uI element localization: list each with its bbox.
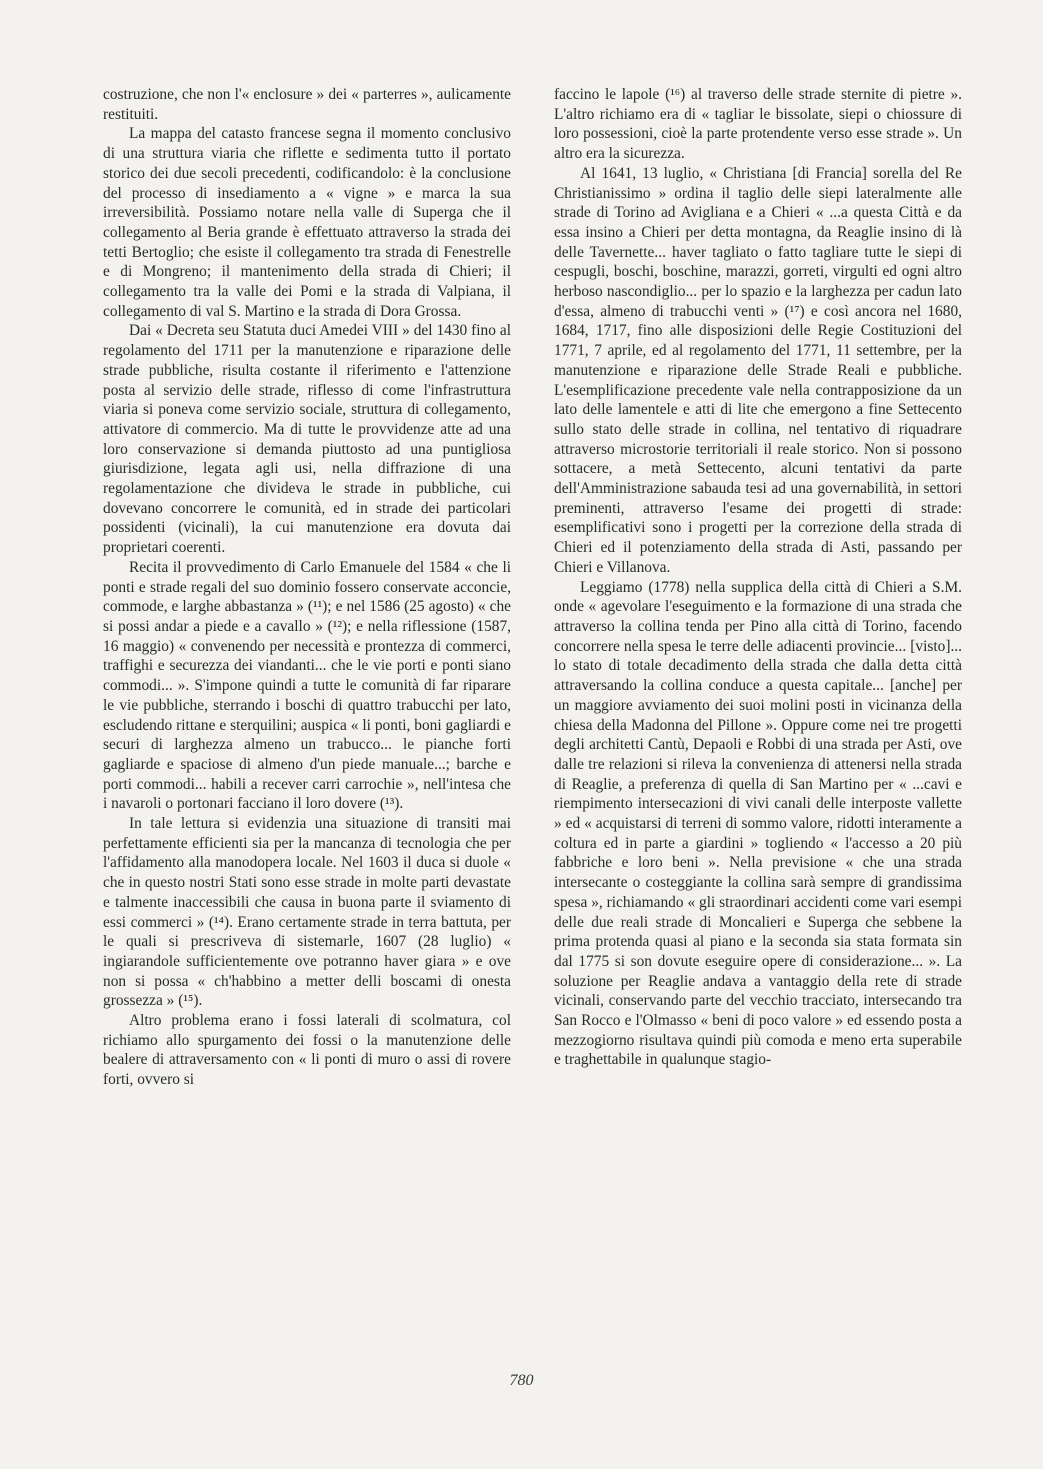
paragraph: In tale lettura si evidenzia una situazione di transiti mai perfettamente efficienti sia per la mancanza di tecnologia che per l'affidamento alla manodopera locale. Nel 1603 il duca si duole « che in questo nostri Stati sono esse strade in molte parti devastate e talmente inaccessibili che causa in buona parte il sviamento di essi commerci » (¹⁴). Erano certamente strade in terra battuta, per le quali si prescriveva di sistemarle, 1607 (28 luglio) « ingiarandole sufficientemente ove potranno haver giara » e ove non si possa « ch'habbino a metter delli boscami di onesta grossezza » (¹⁵). [103, 815, 511, 1010]
paragraph: Leggiamo (1778) nella supplica della città di Chieri a S.M. onde « agevolare l'eseguimento e la formazione di una strada che attraverso la collina tenda per Pino alla città di Torino, facendo concorrere nella spesa le terre delle adiacenti provincie... [visto]... lo stato di totale decadimento della strada che dalla detta città attraversando la collina conduce a questa capitale... [anche] per un maggiore avviamento dei suoi molini posti in vicinanza della chiesa della Madonna del Pillone ». Oppure come nei tre progetti degli architetti Cantù, Depaoli e Robbi di una strada per Asti, ove dalle tre relazioni si rileva la convenienza di attenersi nella strada di Reaglie, a preferenza di quella di San Martino per « ...cavi e riempimento intersecazioni di vivi canali delle interposte vallette » ed « acquistarsi di terreni di sommo valore, ridotti interamente a coltura ed in parte a giardini » togliendo « l'accesso a 20 più fabbriche e loro beni ». Nella previsione « che una strada intersecante o costeggiante la collina sarà sempre di grandissima spesa », richiamando « gli straordinari accidenti come vari esempi delle due reali strade di Moncalieri e Superga che sebbene la prima protenda quasi al piano e la seconda sia stata formata sin dal 1775 si son dovute eseguire opere di considerazione... ». La soluzione per Reaglie andava a vantaggio della rete di strade vicinali, conservando parte del vecchio tracciato, intersecando tra San Rocco e l'Olmasso « beni di poco valore » ed essendo posta a mezzogiorno risultava quindi più comoda e meno erta superabile e traghettabile in qualunque stagio- [554, 578, 962, 1069]
paragraph: La mappa del catasto francese segna il momento conclusivo di una struttura viaria che riflette e sedimenta tutto il portato storico dei due secoli precedenti, codificandolo: è la conclusione del processo di insediamento a « vigne » e marca la sua irreversibilità. Possiamo notare nella valle di Superga che il collegamento al Beria grande è effettuato attraverso la strada dei tetti Bertoglio; che esiste il collegamento tra strada di Fenestrelle e di Mongreno; il mantenimento della strada di Chieri; il collegamento tra la valle dei Pomi e la strada di Valpiana, il collegamento di val S. Martino e la strada di Dora Grossa. [103, 125, 511, 320]
paragraph: Altro problema erano i fossi laterali di scolmatura, col richiamo allo spurgamento dei fossi o la manutenzione delle bealere di attraversamento con « li ponti di muro o assi di rovere forti, ovvero si [103, 1012, 511, 1089]
paragraph: costruzione, che non l'« enclosure » dei « parterres », aulicamente restituiti. [103, 86, 511, 123]
paragraph: Dai « Decreta seu Statuta duci Amedei VIII » del 1430 fino al regolamento del 1711 per la manutenzione e riparazione delle strade pubbliche, risulta costante il riferimento e l'attenzione posta al servizio delle strade, riflesso di come l'infrastruttura viaria si poneva come servizio sociale, struttura di collegamento, attivatore di commercio. Ma di tutte le provvidenze atte ad una loro conservazione si demanda piuttosto ad una puntigliosa giurisdizione, legata agli usi, nella diffrazione di una regolamentazione che divideva le strade in pubbliche, cui dovevano concorrere le comunità, ed in strade dei particolari possidenti (vicinali), la cui manutenzione era dovuta dai proprietari coerenti. [103, 322, 511, 557]
right-text-column [554, 85, 962, 1070]
paragraph: faccino le lapole (¹⁶) al traverso delle strade sternite di pietre ». L'altro richiamo era di « tagliar le bissolate, siepi o chiossure di loro possessioni, cioè la parte protendente verso esse strade ». Un altro era la sicurezza. [554, 86, 962, 163]
page-number: 780 [509, 1372, 534, 1389]
paragraph: Al 1641, 13 luglio, « Christiana [di Francia] sorella del Re Christianissimo » ordina il taglio delle siepi lateralmente alle strade di Torino ad Avigliana e a Chieri « ...a questa Città e da essa insino a Chieri per detta montagna, da Reaglie insino di là delle Tavernette... haver tagliato o fatto tagliare tutte le siepi di cespugli, boschi, boschine, marazzi, gorreti, virgulti ed ogni altro herboso nascondiglio... per lo spazio e la larghezza per cadun lato d'essa, almeno di trabucchi venti » (¹⁷) e così ancora nel 1680, 1684, 1717, fino alle disposizioni delle Regie Costituzioni del 1771, 7 aprile, ed al regolamento del 1771, 11 settembre, per la manutenzione e riparazione delle Strade Reali e pubbliche. L'esemplificazione precedente vale nella contrapposizione da un lato delle lamentele e atti di lite che emergono a fine Settecento sullo stato delle strade in collina, nel tentativo di riquadrare attraverso microstorie territoriali il reale storico. Non si possono sottacere, a metà Settecento, alcuni tentativi da parte dell'Amministrazione sabauda tesi ad una governabilità, in settori preminenti, attraverso l'esame dei progetti di strade: esemplificativi sono i progetti per la correzione della strada di Chieri ed il potenziamento della strada di Asti, passando per Chieri e Villanova. [554, 164, 962, 576]
left-text-column [103, 85, 511, 1090]
paragraph: Recita il provvedimento di Carlo Emanuele del 1584 « che li ponti e strade regali del suo dominio fossero conservate acconcie, commode, e larghe abbastanza » (¹¹); e nel 1586 (25 agosto) « che si possi andar a piede e a cavallo » (¹²); e nella riflessione (1587, 16 maggio) « convenendo per necessità e prontezza di commerci, traffighi e securezza dei viandanti... che le vie porti e ponti siano commodi... ». S'impone quindi a tutte le comunità di far riparare le vie pubbliche, sterrando i boschi di quattro trabucchi per lato, escludendo rittane e sterquilini; auspica « li ponti, boni gagliardi e securi di larghezza almeno un trabucco... le pianche forti gagliarde e spaciose di almeno d'un piede manuale...; barche e porti commodi... habili a recever carri carrochie », nell'intesa che i navaroli o portonari facciano il loro dovere (¹³). [103, 558, 511, 813]
